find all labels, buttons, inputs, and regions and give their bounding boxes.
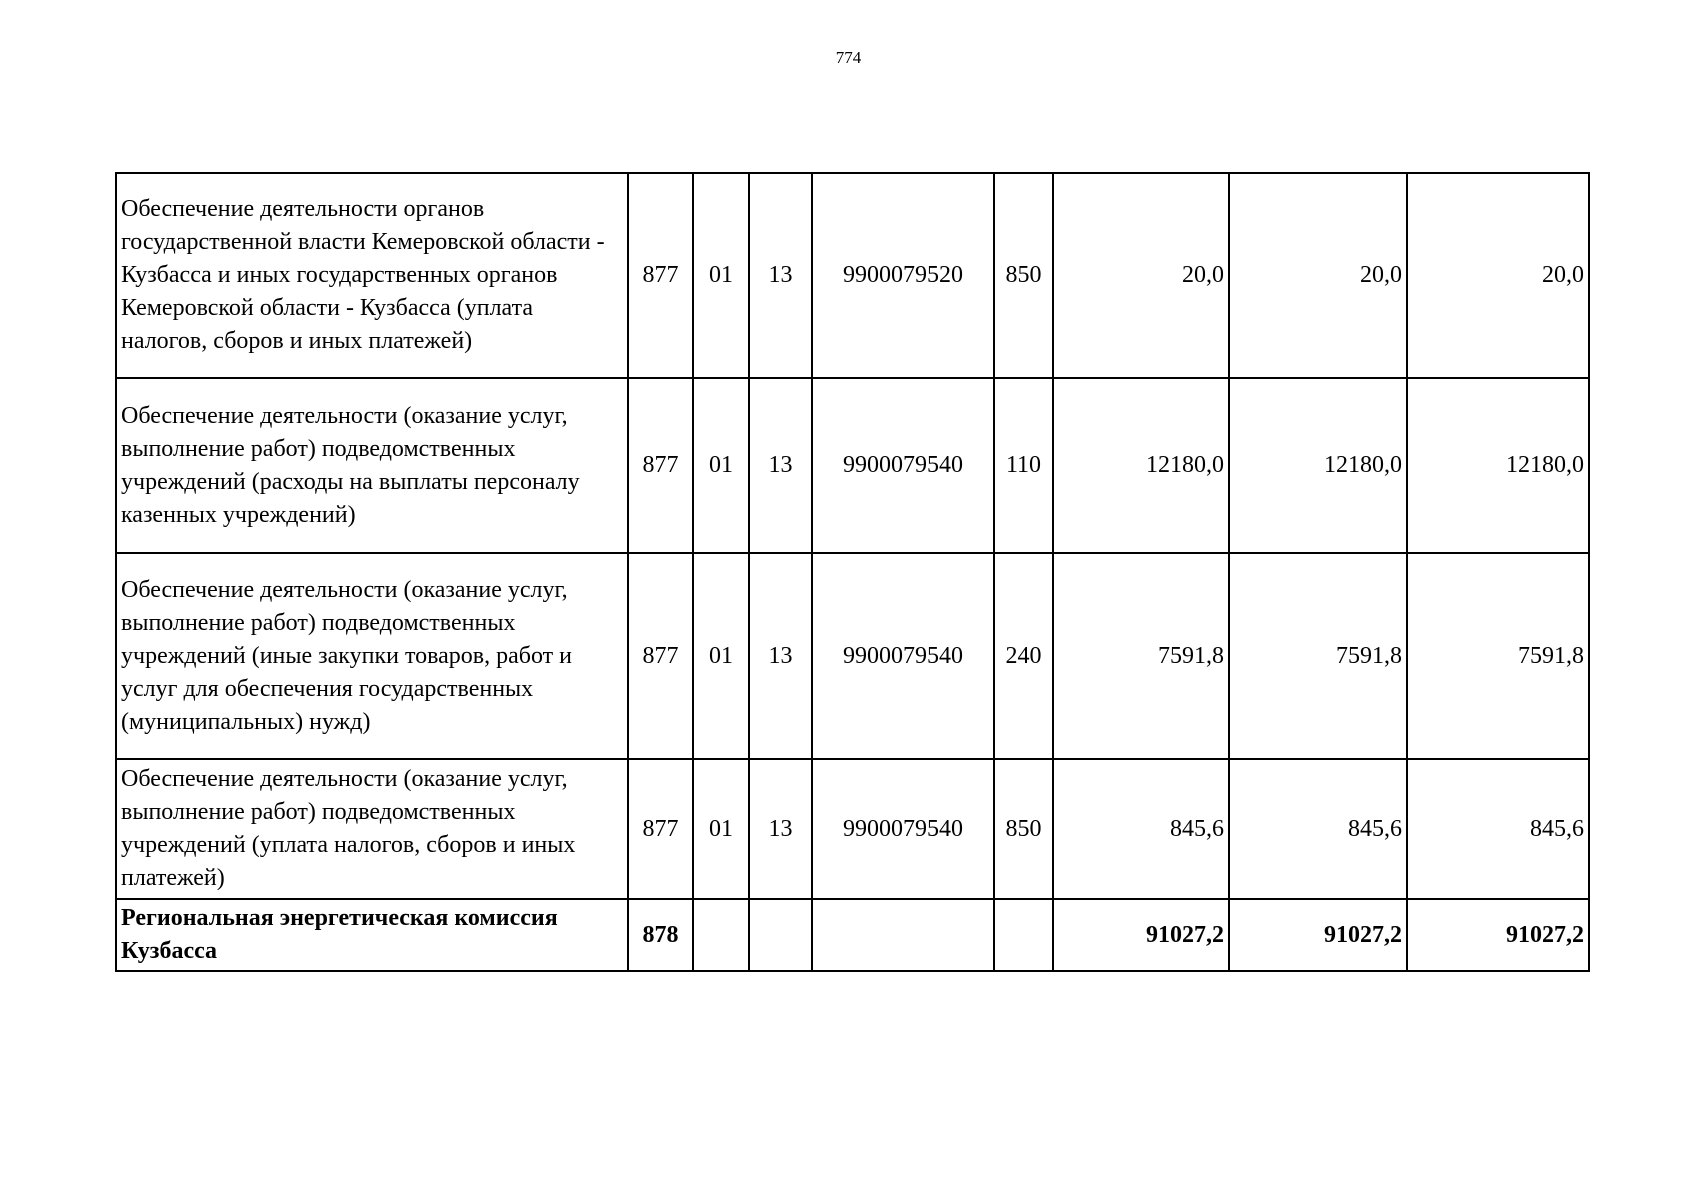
amount-1: 12180,0 bbox=[1053, 378, 1229, 553]
row-description: Региональная энергетическая комиссия Кузбасса bbox=[116, 899, 628, 971]
table-row bbox=[116, 759, 1589, 899]
budget-table bbox=[115, 172, 1590, 972]
table-row bbox=[116, 173, 1589, 378]
ministry-code: 877 bbox=[628, 553, 693, 759]
expense-type-code: 850 bbox=[994, 759, 1053, 899]
row-description: Обеспечение деятельности (оказание услуг, выполнение работ) подведомственных учреждений (уплата налогов, сборов и иных платежей) bbox=[116, 759, 628, 899]
amount-3: 91027,2 bbox=[1407, 899, 1589, 971]
amount-2: 12180,0 bbox=[1229, 378, 1407, 553]
ministry-code: 877 bbox=[628, 759, 693, 899]
ministry-code: 878 bbox=[628, 899, 693, 971]
amount-3: 12180,0 bbox=[1407, 378, 1589, 553]
target-article-code: 9900079540 bbox=[812, 759, 994, 899]
section-code: 01 bbox=[693, 173, 749, 378]
section-code: 01 bbox=[693, 378, 749, 553]
table-row bbox=[116, 553, 1589, 759]
row-description: Обеспечение деятельности (оказание услуг, выполнение работ) подведомственных учреждений (расходы на выплаты персоналу казенных учреждений) bbox=[116, 378, 628, 553]
target-article-code bbox=[812, 899, 994, 971]
subsection-code: 13 bbox=[749, 759, 812, 899]
amount-1: 91027,2 bbox=[1053, 899, 1229, 971]
section-code bbox=[693, 899, 749, 971]
expense-type-code bbox=[994, 899, 1053, 971]
amount-2: 91027,2 bbox=[1229, 899, 1407, 971]
amount-1: 845,6 bbox=[1053, 759, 1229, 899]
table-row-total bbox=[116, 899, 1589, 971]
subsection-code: 13 bbox=[749, 173, 812, 378]
amount-3: 845,6 bbox=[1407, 759, 1589, 899]
amount-2: 7591,8 bbox=[1229, 553, 1407, 759]
subsection-code bbox=[749, 899, 812, 971]
amount-3: 20,0 bbox=[1407, 173, 1589, 378]
expense-type-code: 850 bbox=[994, 173, 1053, 378]
target-article-code: 9900079540 bbox=[812, 553, 994, 759]
ministry-code: 877 bbox=[628, 173, 693, 378]
row-description: Обеспечение деятельности (оказание услуг, выполнение работ) подведомственных учреждений (иные закупки товаров, работ и услуг для обеспечения государственных (муниципальных) нужд) bbox=[116, 553, 628, 759]
amount-2: 845,6 bbox=[1229, 759, 1407, 899]
amount-3: 7591,8 bbox=[1407, 553, 1589, 759]
subsection-code: 13 bbox=[749, 553, 812, 759]
expense-type-code: 240 bbox=[994, 553, 1053, 759]
row-description: Обеспечение деятельности органов государственной власти Кемеровской области - Кузбасса и иных государственных органов Кемеровской области - Кузбасса (уплата налогов, сборов и иных платежей) bbox=[116, 173, 628, 378]
page-number: 774 bbox=[835, 48, 862, 67]
table-row bbox=[116, 378, 1589, 553]
target-article-code: 9900079520 bbox=[812, 173, 994, 378]
amount-1: 20,0 bbox=[1053, 173, 1229, 378]
target-article-code: 9900079540 bbox=[812, 378, 994, 553]
ministry-code: 877 bbox=[628, 378, 693, 553]
subsection-code: 13 bbox=[749, 378, 812, 553]
section-code: 01 bbox=[693, 759, 749, 899]
amount-2: 20,0 bbox=[1229, 173, 1407, 378]
section-code: 01 bbox=[693, 553, 749, 759]
expense-type-code: 110 bbox=[994, 378, 1053, 553]
amount-1: 7591,8 bbox=[1053, 553, 1229, 759]
